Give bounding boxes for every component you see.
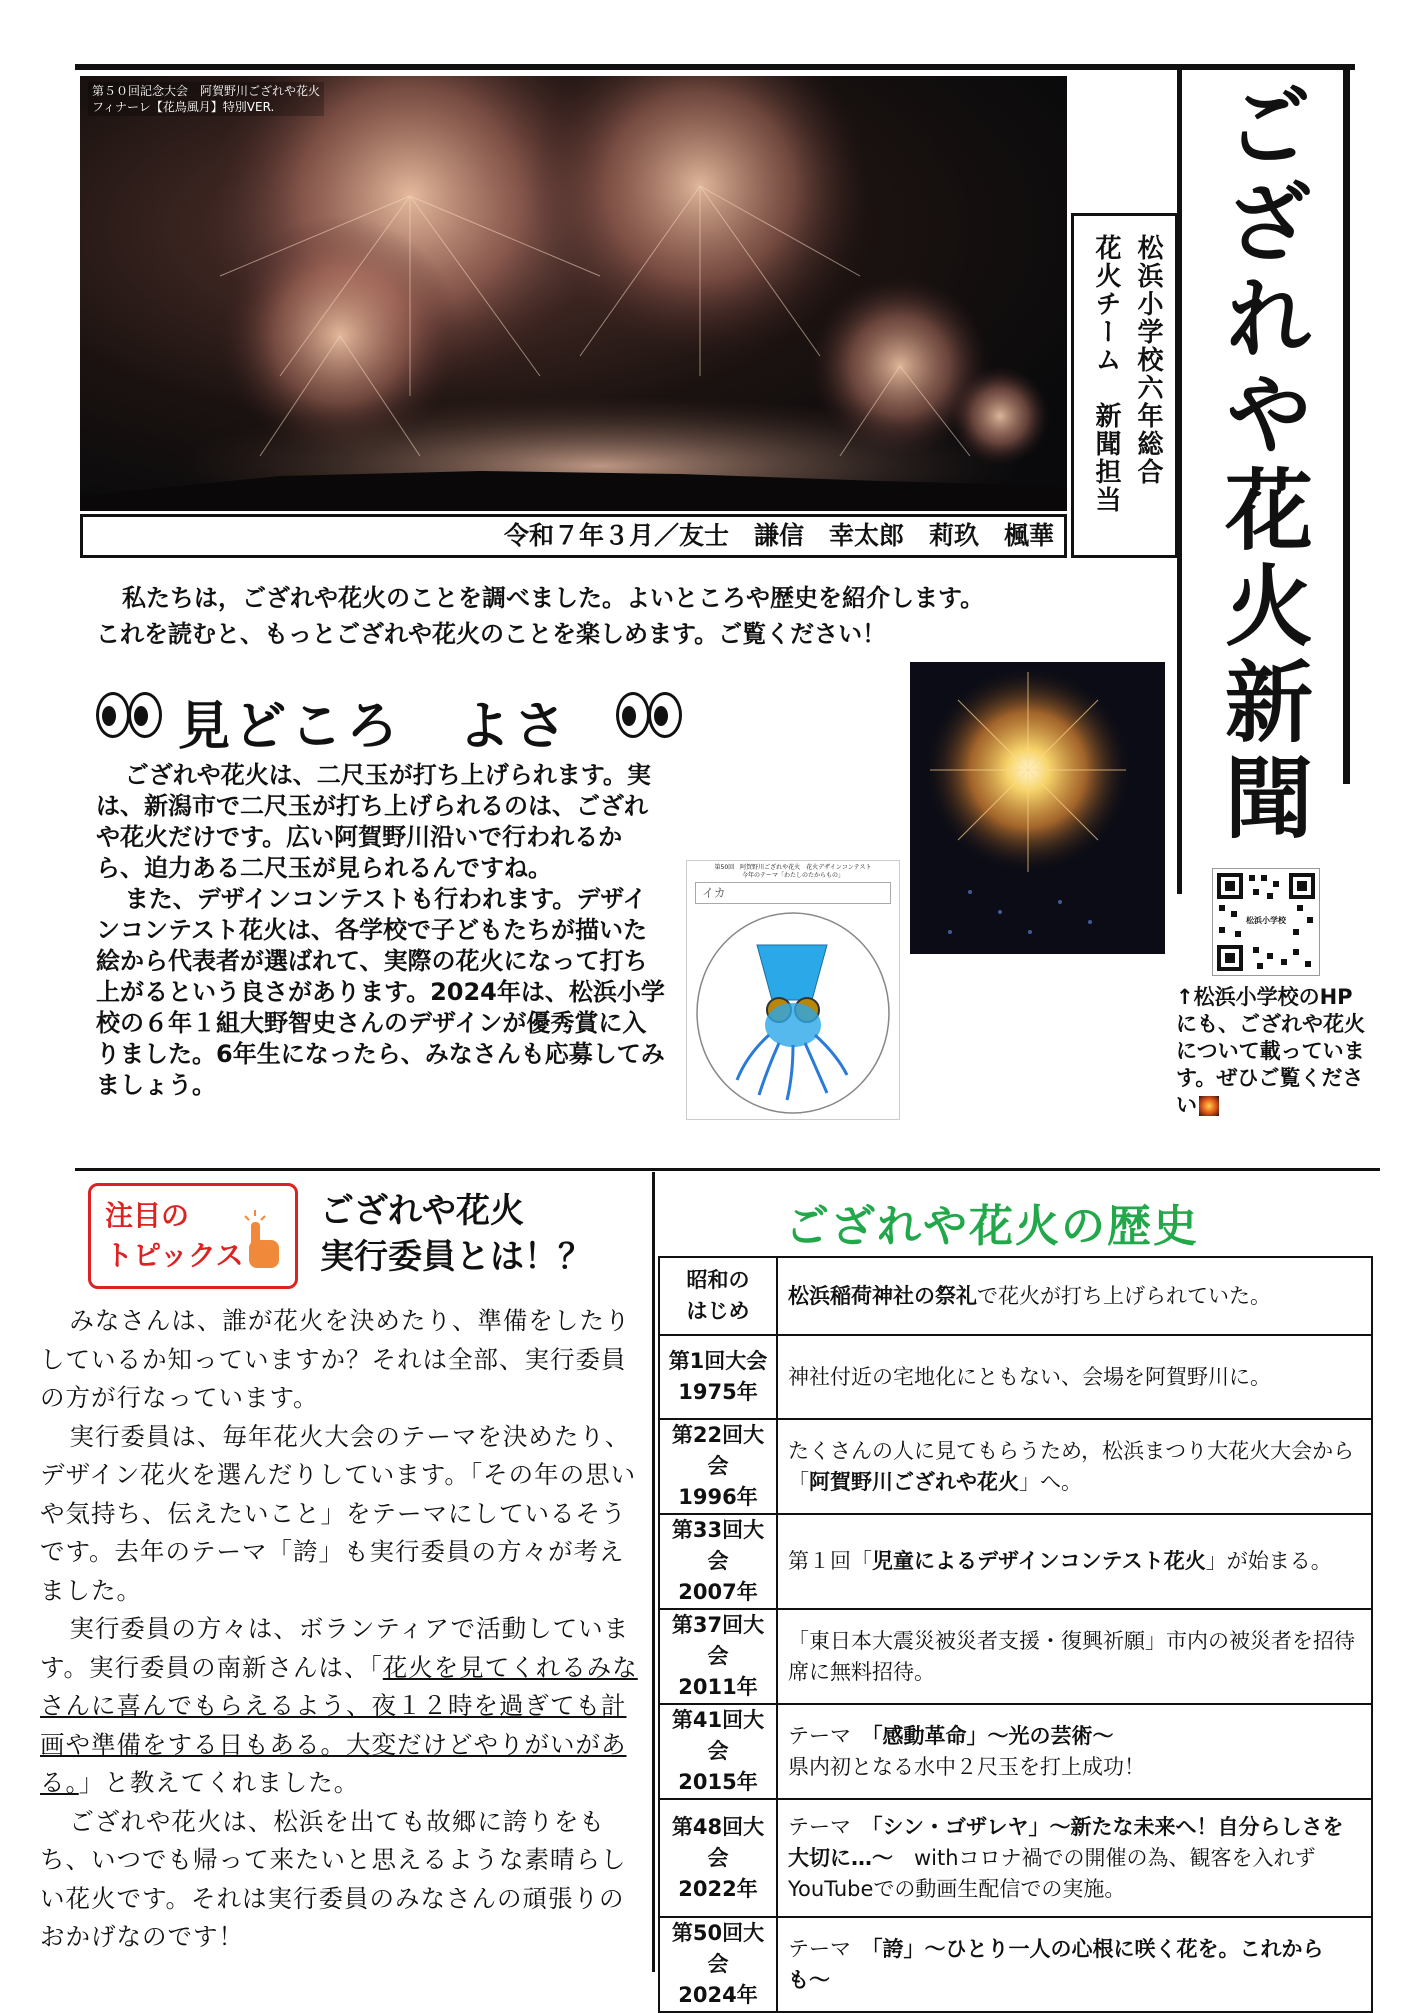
team-line-team: 花火チーム 新聞担当 (1091, 234, 1121, 514)
history-table (658, 1256, 1373, 2013)
team-line-school: 松浜小学校六年総合 (1133, 234, 1163, 486)
qr-note: ↑松浜小学校のHPにも、ござれや花火について載っています。ぜひご覧ください (1176, 985, 1365, 1117)
top-rule (75, 64, 1355, 70)
newspaper-title: ござれや花火新聞 (1211, 80, 1314, 848)
table-row: 昭和の はじめ 松浜稲荷神社の祭礼で花火が打ち上げられていた。 (659, 1257, 1372, 1335)
team-box (1071, 213, 1178, 558)
title-rule (1343, 64, 1350, 784)
table-row: 第48回大会 2022年 テーマ 「シン・ゴザレヤ」〜新たな未来へ！自分らしさを大切に…〜 withコロナ禍での開催の為、観客を入れずYouTubeでの動画生配信での実施。 (659, 1799, 1372, 1917)
highlights-body: ござれや花火は、二尺玉が打ち上げられます。実は、新潟市で二尺玉が打ち上げられるのは、ござれや花火だけです。広い阿賀野川沿いで行われるから、迫力ある二尺玉が見られるんですね。 また、デザインコンテストも行われます。デザインコンテスト花火は、各学校で子どもたちが描いた絵から代表者が選ばれて、実際の花火になって打ち上がるという良さがあります。2024年は、松浜小学校の６年１組大野智史さんのデザインが優秀賞に入りました。6年生になったら、みなさんも応募してみましょう。 (96, 761, 665, 1099)
eyes-icon (614, 688, 684, 742)
topics-title: ござれや花火 実行委員とは！？ (320, 1191, 592, 1277)
table-row: 第41回大会 2015年 テーマ 「感動革命」〜光の芸術〜 県内初となる水中２尺玉を打上成功！ (659, 1704, 1372, 1799)
table-row: 第22回大会 1996年 たくさんの人に見てもらうため，松浜まつり大花火大会から「阿賀野川ござれや花火」へ。 (659, 1419, 1372, 1514)
section-divider (75, 1168, 1380, 1171)
highlights-title: 見どころ よさ (178, 697, 571, 757)
intro-text: 私たちは，ござれや花火のことを調べました。よいところや歴史を紹介します。 これを読むと、もっとござれや花火のことを楽しめます。ご覧ください！ (96, 584, 985, 648)
table-row: 第1回大会 1975年 神社付近の宅地化にともない、会場を阿賀野川に。 (659, 1335, 1372, 1419)
hero-caption: 第５０回記念大会 阿賀野川ござれや花火 フィナーレ【花鳥風月】特別VER. (88, 82, 324, 116)
table-row: 第33回大会 2007年 第１回「児童によるデザインコンテスト花火」が始まる。 (659, 1514, 1372, 1609)
firework-icon (1199, 1096, 1219, 1116)
topics-badge: 注目の トピックス (88, 1183, 298, 1289)
design-contest-drawing: 第50回 阿賀野川ござれや花火 花火デザインコンテスト 今年のテーマ「わたしのたからもの」 イカ (686, 860, 900, 1120)
qr-code[interactable]: 松浜小学校 (1212, 868, 1320, 976)
fireworks-photo-2 (910, 662, 1165, 954)
column-divider (652, 1172, 655, 1972)
hero-fireworks-photo (80, 76, 1067, 511)
table-row: 第37回大会 2011年 「東日本大震災被災者支援・復興祈願」市内の被災者を招待席に無料招待。 (659, 1609, 1372, 1704)
eyes-icon (94, 688, 164, 742)
history-title: ござれや花火の歴史 (785, 1201, 1199, 1252)
pointing-hand-icon (241, 1208, 281, 1272)
date-authors: 令和７年３月／友士 謙信 幸太郎 莉玖 楓華 (80, 514, 1067, 558)
table-row: 第50回大会 2024年 テーマ 「誇」〜ひとり一人の心根に咲く花を。これからも〜 (659, 1917, 1372, 2012)
topics-body: みなさんは、誰が花火を決めたり、準備をしたりしているか知っていますか？それは全部、実行委員の方が行なっています。 実行委員は、毎年花火大会のテーマを決めたり、デザイン花火を選んだりしています。「その年の思いや気持ち、伝えたいこと」をテーマにしているそうです。去年のテーマ「誇」も実行委員の方々が考えました。 実行委員の方々は、ボランティアで活動しています。実行委員の南新さんは、「花火を見てくれるみなさんに喜んでもらえるよう、夜１２時を過ぎても計画や準備をする日もある。大変だけどやりがいがある。」と教えてくれました。 ござれや花火は、松浜を出ても故郷に誇りをもち、いつでも帰って来たいと思えるような素晴らしい花火です。それは実行委員のみなさんの頑張りのおかげなのです！ (40, 1306, 638, 1951)
